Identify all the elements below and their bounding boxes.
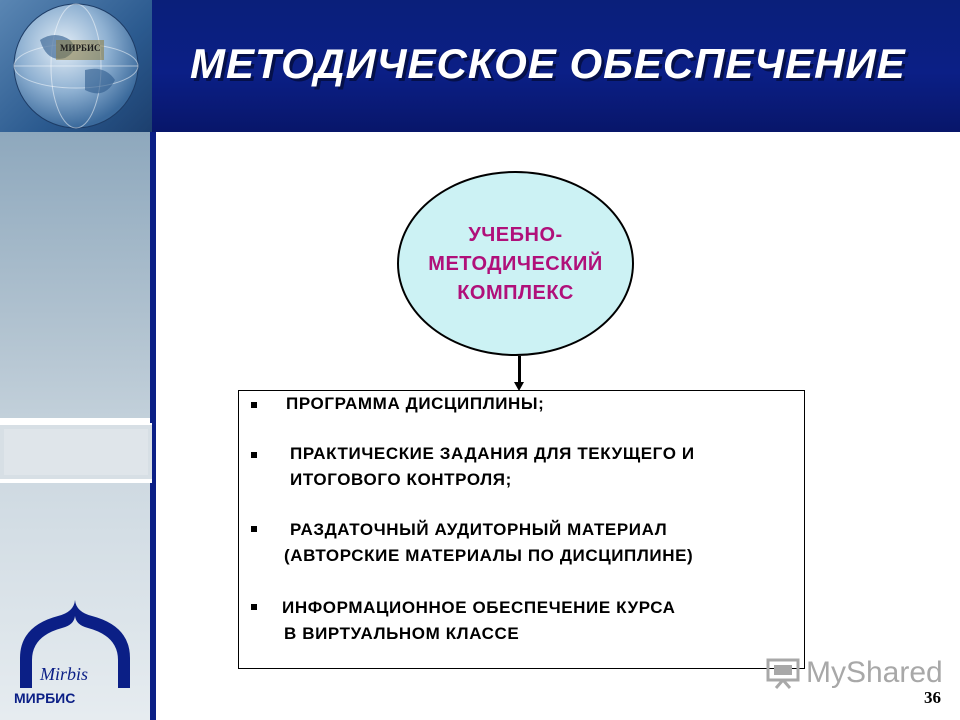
connector-arrow-line xyxy=(518,356,521,384)
watermark-text: MyShared xyxy=(806,656,943,689)
list-item-handouts: РАЗДАТОЧНЫЙ АУДИТОРНЫЙ МАТЕРИАЛ xyxy=(290,520,668,539)
bullet-icon xyxy=(251,526,257,532)
list-item-practical-tasks: ПРАКТИЧЕСКИЕ ЗАДАНИЯ ДЛЯ ТЕКУЩЕГО И xyxy=(290,444,695,463)
list-item-program: ПРОГРАММА ДИСЦИПЛИНЫ; xyxy=(286,394,545,413)
ellipse-line-3: КОМПЛЕКС xyxy=(457,282,574,304)
list-item-handouts-cont: (АВТОРСКИЕ МАТЕРИАЛЫ ПО ДИСЦИПЛИНЕ) xyxy=(284,546,694,565)
list-item-practical-tasks-cont: ИТОГОВОГО КОНТРОЛЯ; xyxy=(290,470,512,489)
sidebar-panel-inner xyxy=(4,429,148,475)
mirbis-logo-label: МИРБИС xyxy=(14,690,76,706)
globe-logo-tile xyxy=(0,0,152,132)
globe-logo-text: МИРБИС xyxy=(60,43,101,53)
bullet-icon xyxy=(251,452,257,458)
page-number: 36 xyxy=(924,688,941,707)
sidebar-panel xyxy=(0,423,152,483)
slide-title: МЕТОДИЧЕСКОЕ ОБЕСПЕЧЕНИЕ xyxy=(190,40,906,87)
ellipse-line-2: МЕТОДИЧЕСКИЙ xyxy=(428,253,603,275)
list-item-info-support-cont: В ВИРТУАЛЬНОМ КЛАССЕ xyxy=(284,624,520,643)
bullet-icon xyxy=(251,604,257,610)
globe-icon xyxy=(0,0,152,132)
mirbis-script-mark: Mirbis xyxy=(40,664,89,684)
presentation-icon xyxy=(766,657,802,689)
ellipse-line-1: УЧЕБНО- xyxy=(468,224,563,246)
bullet-icon xyxy=(251,402,257,408)
list-item-info-support: ИНФОРМАЦИОННОЕ ОБЕСПЕЧЕНИЕ КУРСА xyxy=(282,598,676,617)
